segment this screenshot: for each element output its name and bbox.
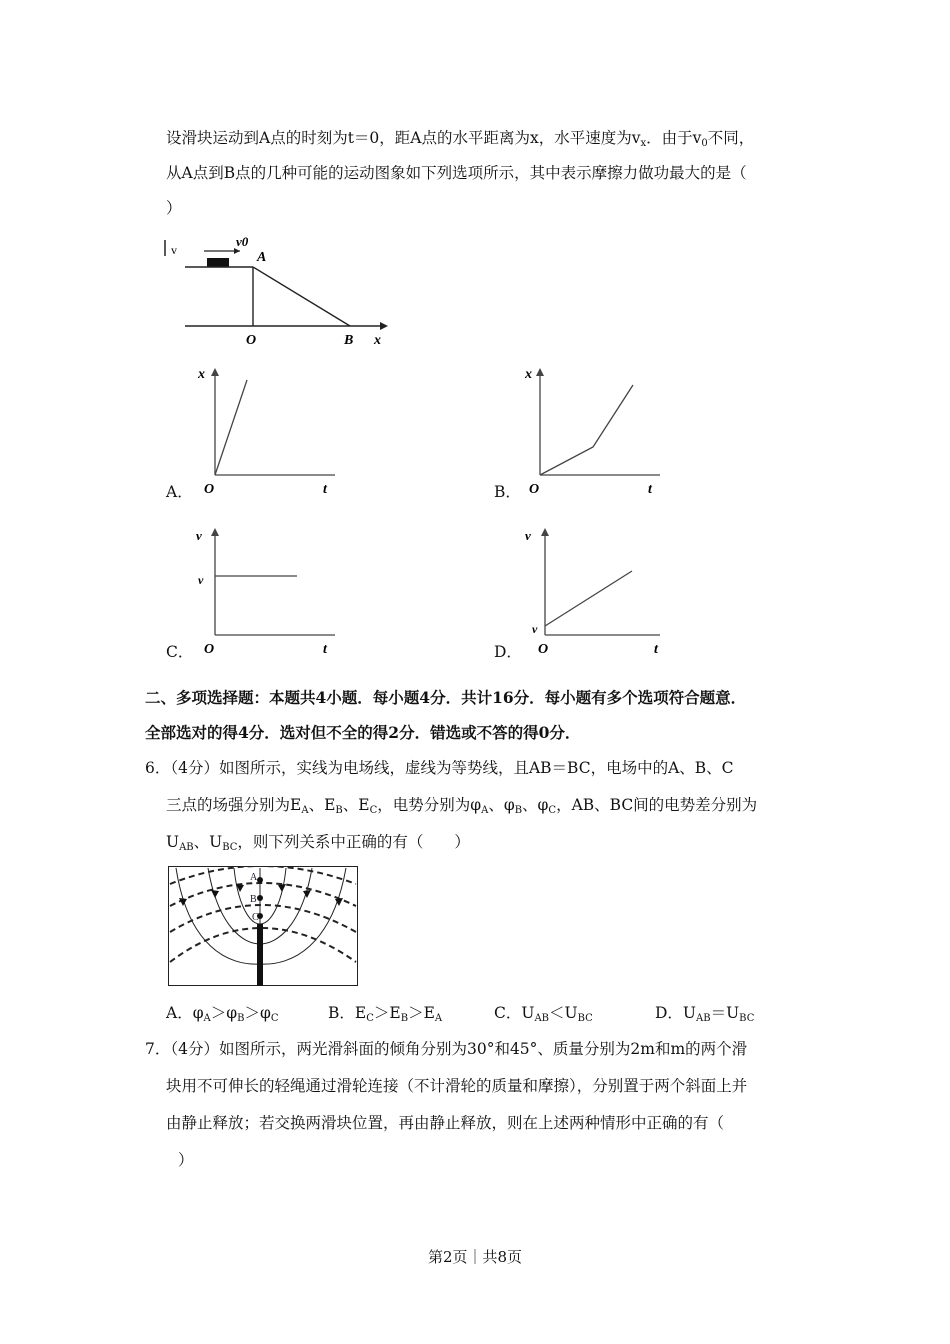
q6-option-a: A．$\varphi_A>\varphi_B>\varphi_C$: [166, 1004, 279, 1024]
page-footer: 第2页｜共8页: [427, 1248, 523, 1266]
option-c-graph: [195, 522, 345, 657]
section2-line2: 全部选对的得4分．选对但不全的得2分．错选或不答的得0分．: [145, 723, 581, 742]
svg-text:v0: v0: [236, 234, 249, 249]
svg-text:O: O: [538, 642, 549, 657]
option-b-graph: [520, 362, 670, 497]
option-c-label: C．: [166, 643, 194, 661]
q6-option-d: D．$U_{AB}=U_{BC}$: [655, 1004, 755, 1024]
svg-text:v: v: [532, 622, 538, 636]
svg-text:t: t: [654, 642, 658, 657]
q7-line4: ）: [178, 1151, 194, 1169]
svg-text:v: v: [525, 528, 531, 543]
option-a-label: A．: [166, 483, 193, 501]
svg-text:C: C: [252, 912, 259, 923]
q6-option-c: C．$U_{AB}<U_{BC}$: [494, 1004, 593, 1024]
option-a-graph: [195, 362, 345, 497]
q6-line3: $U_{AB}$、$U_{BC}$，则下列关系中正确的有（ ）: [166, 833, 470, 853]
q5-line2: 从A点到B点的几种可能的运动图象如下列选项所示，其中表示摩擦力做功最大的是（: [166, 164, 747, 182]
slider-block: [207, 258, 229, 267]
svg-text:B: B: [344, 333, 354, 348]
svg-text:O: O: [529, 482, 540, 497]
svg-text:x: x: [525, 367, 532, 382]
svg-text:t: t: [323, 642, 327, 657]
svg-text:t: t: [323, 482, 327, 497]
q7-line1: 7．（4分）如图所示，两光滑斜面的倾角分别为30°和45°、质量分别为2m和m的两个滑: [145, 1040, 748, 1058]
option-d-label: D．: [494, 643, 522, 661]
svg-text:A: A: [257, 250, 267, 265]
svg-text:O: O: [204, 642, 215, 657]
svg-text:x: x: [198, 367, 205, 382]
option-d-graph: [520, 522, 670, 657]
q6-line2: 三点的场强分别为$E_A$、$E_B$、$E_C$，电势分别为$\varphi_A$、$\varphi_B$、$\varphi_C$，AB、BC间的电势差分别为: [166, 796, 758, 816]
svg-text:O: O: [246, 333, 257, 348]
svg-text:x: x: [374, 333, 381, 348]
q6-option-b: B．$E_C>E_B>E_A$: [328, 1004, 443, 1024]
svg-text:v: v: [171, 243, 177, 257]
q5-line1: 设滑块运动到A点的时刻为t＝0，距A点的水平距离为x，水平速度为$v_x$．由于$v_0$不同，: [166, 129, 755, 149]
q5-line3: ）: [166, 199, 182, 217]
electric-field-figure: [168, 866, 358, 986]
q7-line2: 块用不可伸长的轻绳通过滑轮连接（不计滑轮的质量和摩擦），分别置于两个斜面上并: [166, 1077, 748, 1095]
svg-text:v: v: [198, 573, 204, 587]
svg-text:A: A: [250, 872, 258, 883]
section2-line1: 二、多项选择题：本题共4小题．每小题4分．共计16分．每小题有多个选项符合题意．: [145, 688, 747, 707]
svg-text:O: O: [204, 482, 215, 497]
slider-ramp-figure: [160, 228, 400, 353]
q7-line3: 由静止释放；若交换两滑块位置，再由静止释放，则在上述两种情形中正确的有（: [166, 1114, 725, 1132]
svg-text:B: B: [250, 894, 257, 905]
svg-text:t: t: [648, 482, 652, 497]
q6-line1: 6．（4分）如图所示，实线为电场线，虚线为等势线，且AB＝BC，电场中的A、B、C: [145, 759, 734, 777]
option-b-label: B．: [494, 483, 521, 501]
svg-text:v: v: [196, 528, 202, 543]
